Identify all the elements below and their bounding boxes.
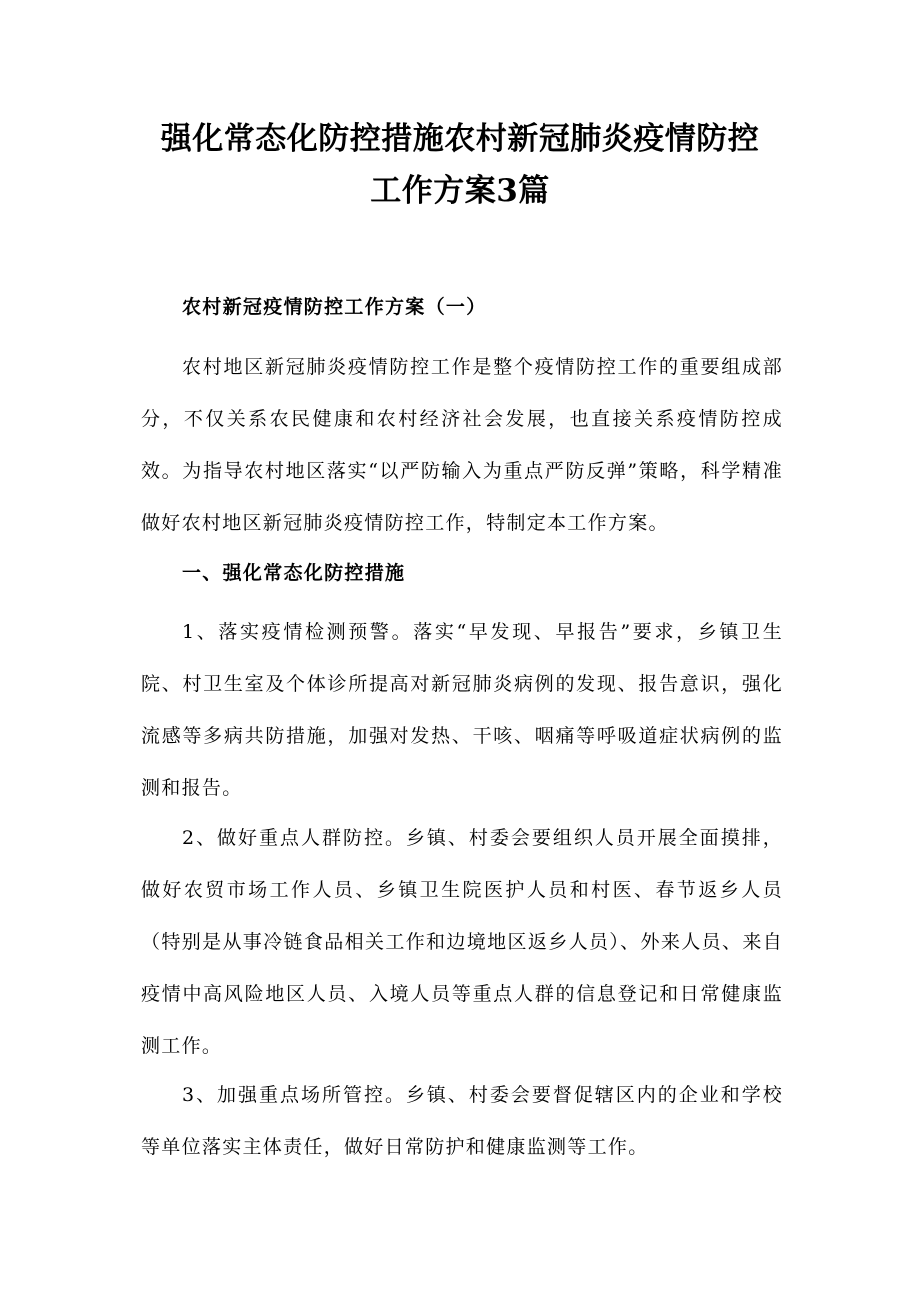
intro-paragraph: 农村地区新冠肺炎疫情防控工作是整个疫情防控工作的重要组成部分，不仅关系农民健康和农村经济社会发展，也直接关系疫情防控成效。为指导农村地区落实“以严防输入为重点严防反弹”策略，科学精准做好农村地区新冠肺炎疫情防控工作，特制定本工作方案。 (141, 356, 783, 534)
section-title: 农村新冠疫情防控工作方案（一） (182, 296, 487, 318)
item-2-paragraph: 2、做好重点人群防控。乡镇、村委会要组织人员开展全面摸排，做好农贸市场工作人员、乡镇卫生院医护人员和村医、春节返乡人员（特别是从事冷链食品相关工作和边境地区返乡人员）、外来人员、来自疫情中高风险地区人员、入境人员等重点人群的信息登记和日常健康监测工作。 (141, 827, 783, 1057)
heading-1: 一、强化常态化防控措施 (182, 562, 406, 584)
document-title: 强化常态化防控措施农村新冠肺炎疫情防控工作方案3篇 (160, 121, 760, 209)
item-1-paragraph: 1、落实疫情检测预警。落实“早发现、早报告”要求，乡镇卫生院、村卫生室及个体诊所提高对新冠肺炎病例的发现、报告意识，强化流感等多病共防措施，加强对发热、干咳、咽痛等呼吸道症状病例的监测和报告。 (141, 621, 783, 799)
item-3-paragraph: 3、加强重点场所管控。乡镇、村委会要督促辖区内的企业和学校等单位落实主体责任，做好日常防护和健康监测等工作。 (141, 1084, 783, 1158)
